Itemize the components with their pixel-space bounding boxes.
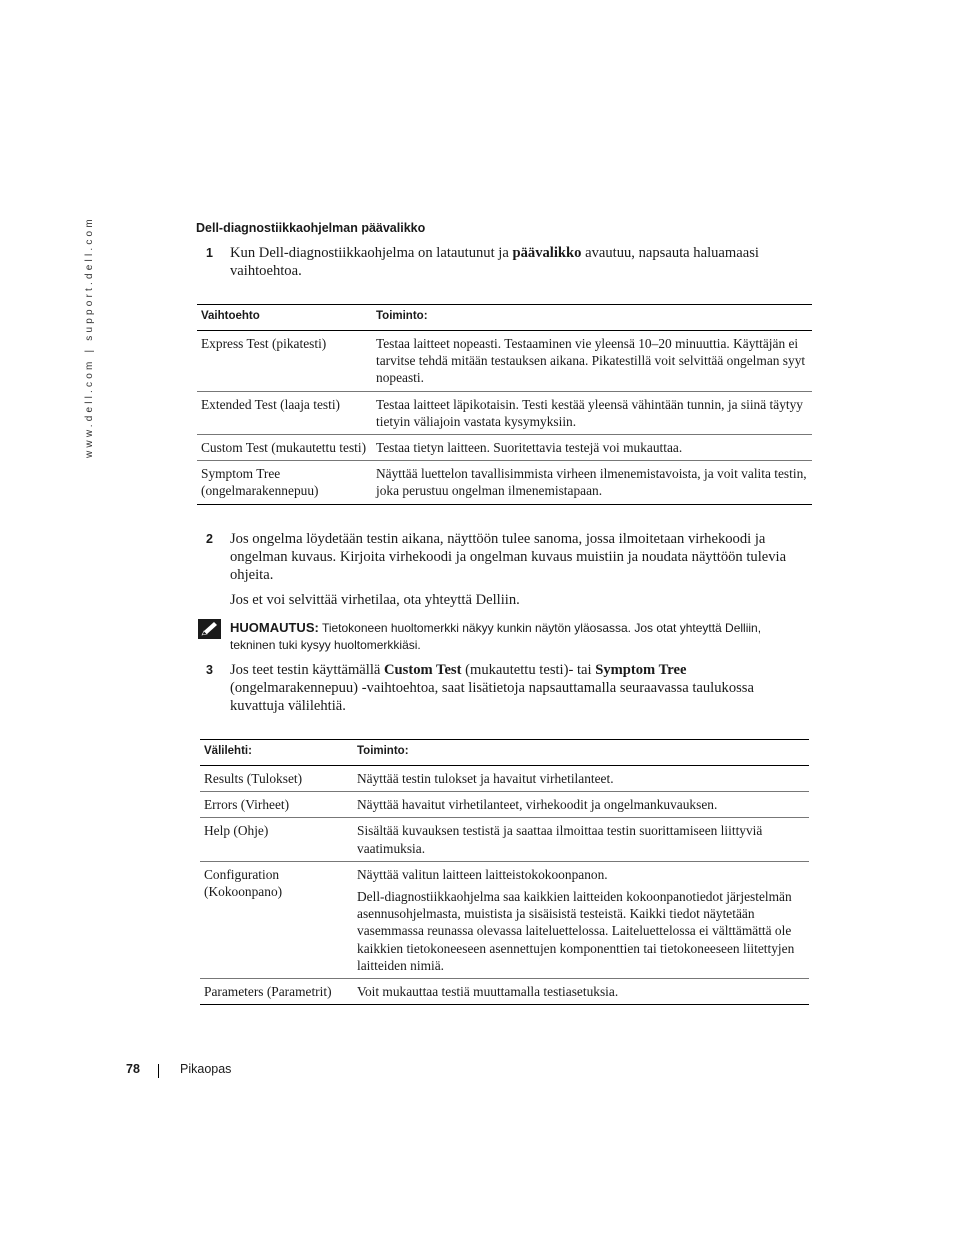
option-description: Näyttää luettelon tavallisimmista virheen ilmenemistavoista, ja voit valita testin, joka perustuu ongelman ilmenemistapaan. <box>372 461 812 504</box>
tab-description: Voit mukauttaa testiä muuttamalla testiasetuksia. <box>353 979 809 1005</box>
table-row <box>197 391 812 434</box>
footer-title: Pikaopas <box>180 1062 232 1076</box>
tab-description: Näyttää havaitut virhetilanteet, virhekoodit ja ongelmankuvauksen. <box>353 792 809 818</box>
step-number: 1 <box>206 246 213 260</box>
tab-name: Configuration (Kokoonpano) <box>200 861 353 978</box>
column-header: Välilehti: <box>200 740 353 766</box>
column-header: Toiminto: <box>372 305 812 331</box>
step-1 <box>206 244 806 280</box>
tab-name: Results (Tulokset) <box>200 766 353 792</box>
test-options-table <box>197 304 812 505</box>
footer-divider <box>158 1064 159 1078</box>
table-row <box>200 766 809 792</box>
table-row <box>197 435 812 461</box>
step-number: 3 <box>206 663 213 677</box>
contact-paragraph: Jos et voi selvittää virhetilaa, ota yhteyttä Delliin. <box>230 592 520 608</box>
table-row <box>200 979 809 1005</box>
step-2 <box>206 530 806 585</box>
note-box <box>198 619 808 654</box>
page-number: 78 <box>126 1062 140 1076</box>
table-row <box>200 792 809 818</box>
section-heading: Dell-diagnostiikkaohjelman päävalikko <box>196 221 426 235</box>
tabs-table <box>200 739 809 1005</box>
option-description: Testaa laitteet nopeasti. Testaaminen vie yleensä 10–20 minuuttia. Käyttäjän ei tarvitse tehdä mitään testauksen aikana. Pikatestillä voit selvittää ongelman syyt nopeasti. <box>372 331 812 392</box>
side-url: www.dell.com | support.dell.com <box>84 216 95 458</box>
option-name: Extended Test (laaja testi) <box>197 391 372 434</box>
tab-name: Errors (Virheet) <box>200 792 353 818</box>
column-header: Vaihtoehto <box>197 305 372 331</box>
tab-description: Näyttää testin tulokset ja havaitut virhetilanteet. <box>353 766 809 792</box>
table-row <box>200 818 809 861</box>
step-number: 2 <box>206 532 213 546</box>
pencil-icon <box>198 619 221 639</box>
note-text: HUOMAUTUS: Tietokoneen huoltomerkki näkyy kunkin näytön yläosassa. Jos otat yhteyttä Delliin, tekninen tuki kysyy huoltomerkkiäsi. <box>230 620 762 652</box>
option-description: Testaa laitteet läpikotaisin. Testi kestää yleensä vähintään tunnin, ja siinä täytyy tietyin väliajoin vastata kysymyksiin. <box>372 391 812 434</box>
tab-description: Sisältää kuvauksen testistä ja saattaa ilmoittaa testin suorittamiseen liittyviä vaatimuksia. <box>353 818 809 861</box>
step-text: Jos ongelma löydetään testin aikana, näyttöön tulee sanoma, jossa ilmoitetaan virhekoodi ja ongelman kuvaus. Kirjoita virhekoodi ja ongelman kuvaus muistiin ja noudata näyttöön tulevia ohjeita. <box>230 531 787 584</box>
table-row <box>197 331 812 392</box>
option-name: Symptom Tree (ongelmarakennepuu) <box>197 461 372 504</box>
column-header: Toiminto: <box>353 740 809 766</box>
option-name: Express Test (pikatesti) <box>197 331 372 392</box>
table-header-row <box>197 305 812 331</box>
table-row <box>197 461 812 504</box>
option-name: Custom Test (mukautettu testi) <box>197 435 372 461</box>
table-row <box>200 861 809 978</box>
option-description: Testaa tietyn laitteen. Suoritettavia testejä voi mukauttaa. <box>372 435 812 461</box>
table-header-row <box>200 740 809 766</box>
tab-description: Näyttää valitun laitteen laitteistokokoonpanon. Dell-diagnostiikkaohjelma saa kaikkien laitteiden kokoonpanotiedot järjestelmän asennusohjelmasta, muistista ja sisäisistä testeistä. Kaikki tiedot näytetään vasemmassa reunassa olevassa laiteluettelossa. Laiteluettelossa ei välttämättä ole kaikkien tietokoneeseen asennettujen komponenttien tai tietokoneeseen liitettyjen laitteiden nimiä. <box>353 861 809 978</box>
step-text: Jos teet testin käyttämällä Custom Test (mukautettu testi)- tai Symptom Tree (ongelmarakennepuu) -vaihtoehtoa, saat lisätietoja napsauttamalla seuraavassa taulukossa kuvattuja välilehtiä. <box>230 662 754 715</box>
tab-name: Help (Ohje) <box>200 818 353 861</box>
step-text: Kun Dell-diagnostiikkaohjelma on latautunut ja päävalikko avautuu, napsauta haluamaasi vaihtoehtoa. <box>230 245 759 280</box>
tab-name: Parameters (Parametrit) <box>200 979 353 1005</box>
step-3 <box>206 661 806 716</box>
